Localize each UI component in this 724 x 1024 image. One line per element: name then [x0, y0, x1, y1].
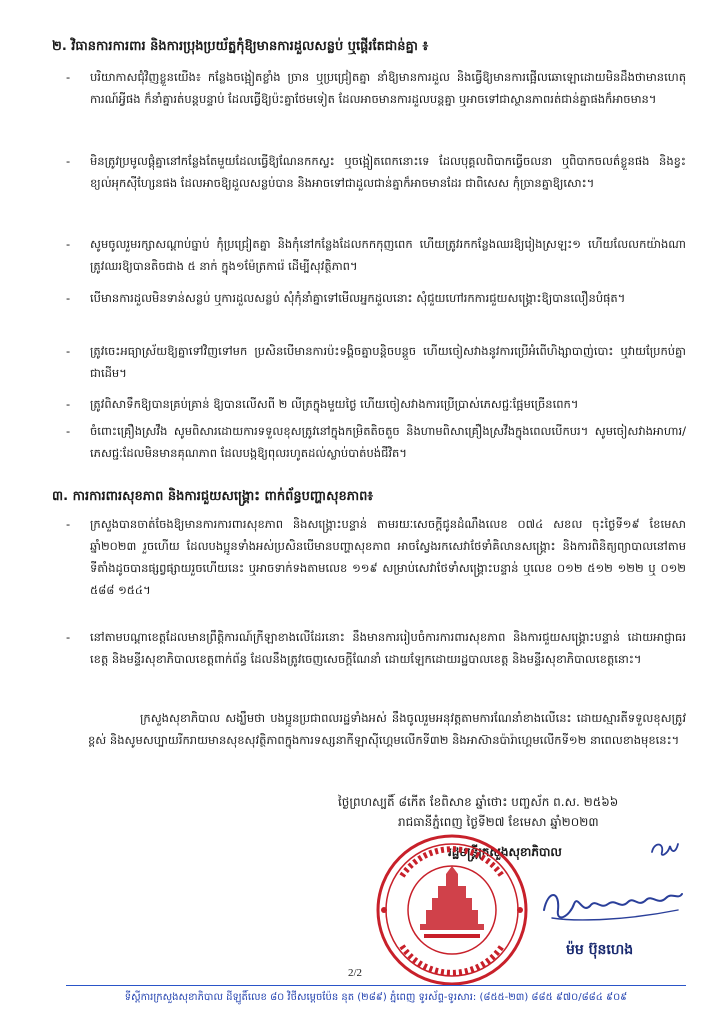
section-3-bullet-2 — [66, 626, 686, 670]
section-3-heading: ៣. ការការពារសុខភាព និងការជួយសង្គ្រោះ ពាក់ព័ន្ធបញ្ហាសុខភាព៖ — [52, 489, 374, 504]
section-2-bullet-5 — [66, 340, 686, 384]
bullet-text: ត្រូវចេះអធ្យាស្រ័យឱ្យគ្នាទៅវិញទៅមក ប្រសិនបើមានការប៉ះទង្គិចគ្នាបន្តិចបន្តួច ហើយចៀសវាងនូវការប្រើអំពើហិង្សាបាញ់បោះ ឬវាយប្រែកប់គ្នា ជាដើម។ — [90, 344, 686, 380]
bullet-text: មិនត្រូវប្រមូលផ្តុំគ្នានៅកន្លែងតែមួយដែលធ្វើឱ្យណែនកកស្ទះ ឬចង្អៀតពេកនោះទេ ដែលបុគ្គលពិបាកធ្វើចលនា ឬពិបាកចលត៌ខ្លួនផង និងខ្វះខ្យល់អុកស៊ីហ្សែនផង ដែលអាចឱ្យដួលសន្លប់បាន និងអាចទៅជាដួលជាន់គ្នាក៏អាចមានដែរ ជាពិសេស កុំច្រានគ្នាឱ្យសោះ។ — [90, 154, 686, 190]
bullet-dash: - — [66, 397, 71, 411]
handwritten-signature — [538, 880, 688, 930]
official-seal — [372, 830, 532, 990]
bullet-dash: - — [66, 517, 71, 531]
footer-divider — [66, 985, 686, 986]
bullet-dash: - — [66, 237, 71, 251]
signer-name: ម៉ម ប៊ុនហេង — [566, 942, 634, 958]
section-2-bullet-6 — [66, 393, 686, 415]
bullet-dash: - — [66, 70, 71, 84]
section-2-heading: ២. វិធានការការពារ និងការប្រុងប្រយ័ត្នកុំឱ្យមានការដួលសន្លប់ ឬផ្តើរតែជាន់គ្នា ៖ — [52, 39, 429, 54]
bullet-dash: - — [66, 291, 71, 305]
bullet-text: ចំពោះគ្រឿងស្រវឹង សូមពិសារដោយការទទួលខុសត្រូវនៅក្នុងកម្រិតតិចតួច និងហាមពិសាគ្រឿងស្រវឹងក្នុងពេលបើកបរ។ សូមចៀសវាងអាហារ/ភេសជ្ជៈដែលមិនមានគុណភាព ដែលបង្កឱ្យពុលរហូតដល់ស្លាប់បាត់បង់ជីវិត។ — [90, 424, 686, 460]
bullet-text: នៅតាមបណ្តាខេត្តដែលមានព្រឹត្តិការណ៍ក្រីឡាខាងលើដែរនោះ នឹងមានការរៀបចំការការពារសុខភាព និងការជួយសង្គ្រោះបន្ទាន់ ដោយអាជ្ញាធរខេត្ត និងមន្ទីរសុខាភិបាលខេត្តពាក់ព័ន្ធ ដែលនឹងត្រូវចេញសេចក្តីណែនាំ ដោយឡែកដោយរដ្ឋបាលខេត្ត និងមន្ទីរសុខាភិបាលខេត្តនោះ។ — [90, 630, 686, 666]
section-2-bullet-4 — [66, 287, 686, 309]
lunar-date: ថ្ងៃព្រហស្បតិ៍ ៨កើត ខែពិសាខ ឆ្នាំថោះ បញ្ចស័ក ព.ស. ២៥៦៦ — [338, 795, 619, 809]
bullet-dash: - — [66, 344, 71, 358]
bullet-dash: - — [66, 424, 71, 438]
section-2-bullet-2 — [66, 150, 686, 194]
bullet-text: ក្រសួងបានចាត់ចែងឱ្យមានការការពារសុខភាព និងសង្គ្រោះបន្ទាន់ តាមរយៈសេចក្តីជូនដំណឹងលេខ ០៧៤ សខល ចុះថ្ងៃទី១៩ ខែមេសា ឆ្នាំ២០២៣ រួចហើយ ដែលបងប្អូនទាំងអស់ប្រសិនបើមានបញ្ហាសុខភាព អាចស្វែងរកសេវាថែទាំគិលានសង្គ្រោះ និងការពិនិត្យព្យាបាលនៅតាមទីតាំងដូចបានផ្សព្វផ្សាយរួចហើយនេះ ឬអាចទាក់ទងតាមលេខ ១១៩ សម្រាប់សេវាថែទាំសង្គ្រោះបន្ទាន់ ឬលេខ ០១២ ៥១២ ១២២ ឬ ០១២ ៥៨៨ ១៥៤។ — [90, 517, 686, 597]
closing-paragraph: ក្រសួងសុខាភិបាល សង្ឃឹមថា បងប្អូនប្រជាពលរដ្ឋទាំងអស់ នឹងចូលរួមអនុវត្តតាមការណែនាំខាងលើនេះ ដោយស្មារតីទទួលខុសត្រូវខ្ពស់ និងសូមសប្បាយរីករាយមានសុខសុវត្ថិភាពក្នុងការទស្សនាកីឡាស៊ីហ្គេមលើកទី៣២ និងអាស៊ានប៉ារ៉ាហ្គេមលើកទី១២ នាពេលខាងមុខនេះ។ — [88, 711, 686, 747]
bullet-text: ត្រូវពិសាទឹកឱ្យបានគ្រប់គ្រាន់ ឱ្យបានលើសពី ២ លីត្រក្នុងមួយថ្ងៃ ហើយចៀសវាងការប្រើប្រាស់ភេសជ្ជៈផ្អែមច្រើនពេក។ — [90, 397, 579, 411]
section-2-bullet-1 — [66, 66, 686, 110]
solar-date: រាជធានីភ្នំពេញ ថ្ងៃទី២៧ ខែមេសា ឆ្នាំ២០២៣ — [398, 815, 599, 829]
page-number: 2/2 — [348, 967, 363, 979]
bullet-text: បរិយាកាសជុំវិញខ្លួនយើង៖ កន្លែងចង្អៀតខ្លាំង ច្រាន ឬប្រជ្រៀតគ្នា នាំឱ្យមានការដួល និងធ្វើឱ្យមានការផ្អើលឆោឡោដោយមិនដឹងថាមានហេតុការណ៍អ្វីផង ក៏នាំគ្នារត់បន្តបន្ទាប់ ដែលធ្វើឱ្យប៉ះគ្នាថែមទៀត ដែលអាចមានការដួលបន្តគ្នា ឬអាចទៅជាស្ថានភាពរត់ជាន់គ្នាផងក៏អាចមាន។ — [90, 70, 686, 106]
bullet-dash: - — [66, 630, 71, 644]
bullet-text: សូមចូលរួមរក្សាសណ្តាប់ធ្នាប់ កុំប្រជ្រៀតគ្នា និងកុំនៅកន្លែងដែលកកកុញពេក ហើយត្រូវរកកន្លែងឈរឱ្យរៀងស្រឡះ១ ហើយលែលកយ៉ាងណាត្រូវឈរឱ្យបានតិចជាង ៥ នាក់ ក្នុង១ម៉ែត្រការ៉េ ដើម្បីសុវត្ថិភាព។ — [90, 237, 686, 273]
initials-mark — [648, 838, 682, 860]
section-2-bullet-3 — [66, 233, 686, 277]
bullet-text: បើមានការដួលមិនទាន់សន្លប់ ឬការដួលសន្លប់ សុំកុំនាំគ្នាទៅមើលអ្នកដួលនោះ សុំជួយហៅរកការជួយសង្គ្រោះឱ្យបានលឿនបំផុត។ — [90, 291, 626, 305]
section-2-bullet-7 — [66, 420, 686, 464]
section-3-bullet-1 — [66, 513, 686, 601]
bullet-dash: - — [66, 154, 71, 168]
signer-title: រដ្ឋមន្ត្រីក្រសួងសុខាភិបាល — [448, 845, 562, 859]
footer-address: ទីស្តីការក្រសួងសុខាភិបាល ដីឡូតិ៍លេខ ៨០ វិថីសម្តេចប៉ែន នុត (២៨៩) ភ្នំពេញ ទូរស័ព្ទ-ទូរសារ: (៨៥៥-២៣) ៨៨៥ ៩៧០/៨៨៤ ៩០៩ — [124, 992, 628, 1003]
